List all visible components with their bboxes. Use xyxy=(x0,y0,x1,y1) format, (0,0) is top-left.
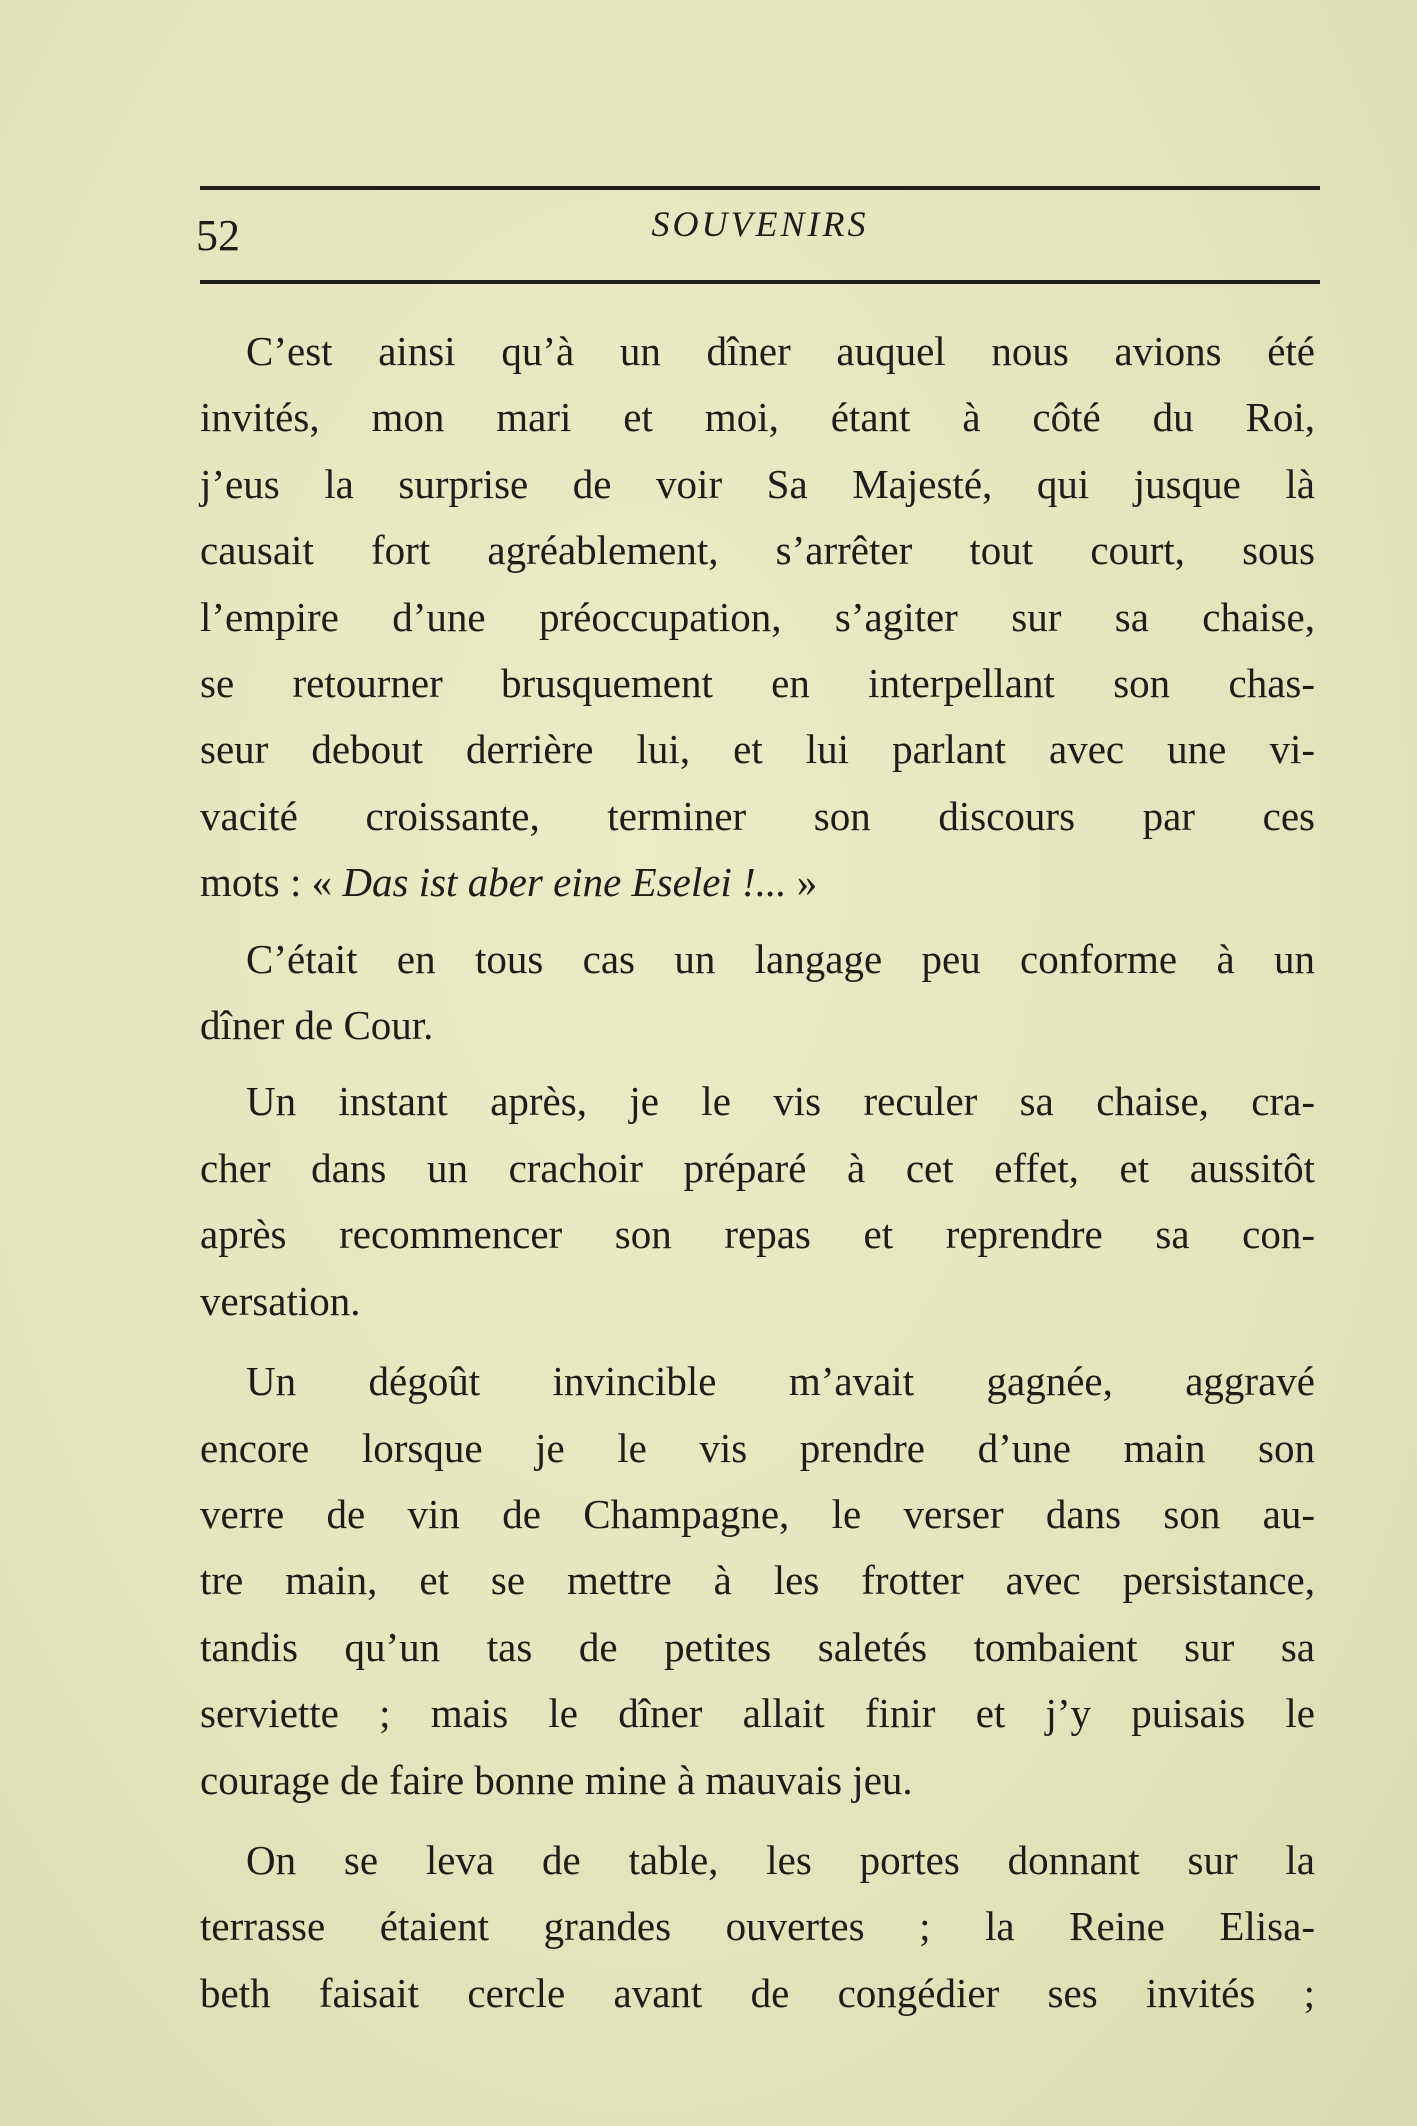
body-text xyxy=(200,318,1315,2036)
text-line: serviette ; mais le dîner allait finir et j’y puisais le xyxy=(200,1690,1315,1737)
header-rule-bottom xyxy=(200,280,1320,284)
text-line: encore lorsque je le vis prendre d’une main son xyxy=(200,1424,1315,1471)
text-line: tandis qu’un tas de petites saletés tombaient sur sa xyxy=(200,1623,1315,1670)
text-line: dîner de Cour. xyxy=(200,1002,434,1049)
text-line: cher dans un crachoir préparé à cet effet, et aussitôt xyxy=(200,1144,1315,1191)
text-line: vacité croissante, terminer son discours par ces xyxy=(200,792,1315,839)
text-line: terrasse étaient grandes ouvertes ; la Reine Elisa- xyxy=(200,1903,1315,1950)
paragraph-2 xyxy=(200,926,1315,1059)
page-number: 52 xyxy=(196,211,240,260)
quote-close: » xyxy=(786,859,818,906)
text-line: Un dégoût invincible m’avait gagnée, aggravé xyxy=(246,1358,1315,1405)
text-line: l’empire d’une préoccupation, s’agiter sur sa chaise, xyxy=(200,593,1315,640)
text-line: invités, mon mari et moi, étant à côté du Roi, xyxy=(200,394,1315,441)
paragraph-1 xyxy=(200,318,1315,916)
text-line: C’était en tous cas un langage peu conforme à un xyxy=(246,935,1315,982)
text-line: On se leva de table, les portes donnant sur la xyxy=(246,1836,1315,1883)
text-line: après recommencer son repas et reprendre sa con- xyxy=(200,1211,1315,1258)
text-line-quote xyxy=(200,849,1315,915)
text-line: Un instant après, je le vis reculer sa chaise, cra- xyxy=(246,1078,1315,1125)
running-title: SOUVENIRS xyxy=(651,204,869,244)
text-line: C’est ainsi qu’à un dîner auquel nous avions été xyxy=(246,328,1315,374)
paragraph-5 xyxy=(200,1827,1315,2026)
text-line: verre de vin de Champagne, le verser dans son au- xyxy=(200,1490,1315,1537)
text-line: causait fort agréablement, s’arrêter tout court, sous xyxy=(200,527,1315,574)
text-line: courage de faire bonne mine à mauvais jeu. xyxy=(200,1756,913,1803)
header-rule-top xyxy=(200,186,1320,190)
german-quote: Das ist aber eine Eselei !... xyxy=(342,859,787,906)
quote-open: mots : « xyxy=(200,859,343,906)
text-line: j’eus la surprise de voir Sa Majesté, qui jusque là xyxy=(200,460,1315,507)
text-line: tre main, et se mettre à les frotter avec persistance, xyxy=(200,1557,1315,1604)
text-line: se retourner brusquement en interpellant son chas- xyxy=(200,660,1315,707)
text-line: seur debout derrière lui, et lui parlant avec une vi- xyxy=(200,726,1315,773)
paragraph-3 xyxy=(200,1068,1315,1334)
text-line: beth faisait cercle avant de congédier ses invités ; xyxy=(200,1969,1315,2016)
paragraph-4 xyxy=(200,1348,1315,1813)
text-line: versation. xyxy=(200,1277,361,1324)
